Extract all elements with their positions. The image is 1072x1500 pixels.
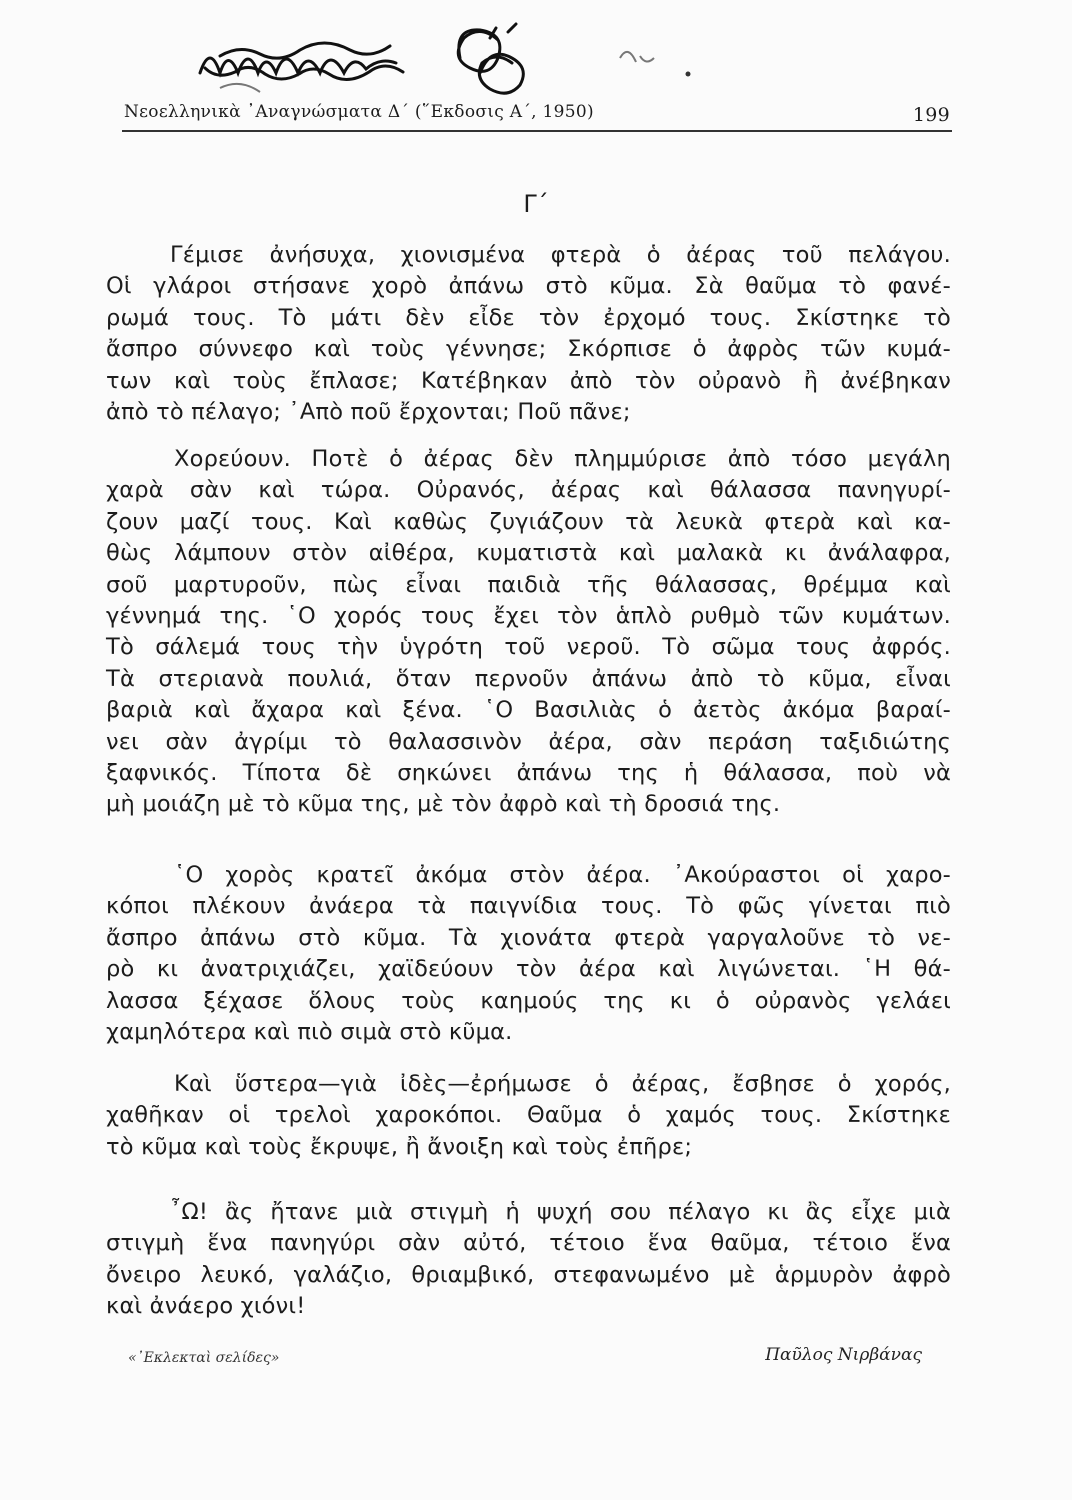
text-line: μὴ μοιάζη μὲ τὸ κῦμα της, μὲ τὸν ἀφρὸ καὶ τὴ δροσιά της. xyxy=(106,791,781,818)
text-line: στιγμὴ ἕνα πανηγύρι σὰν αὐτό, τέτοιο ἕνα θαῦμα, τέτοιο ἕνα xyxy=(106,1230,951,1257)
text-line: των καὶ τοὺς ἔπλασε; Κατέβηκαν ἀπὸ τὸν οὐρανὸ ἢ ἀνέβηκαν xyxy=(106,367,951,394)
text-line: τὸ κῦμα καὶ τοὺς ἔκρυψε, ἢ ἄνοιξη καὶ τοὺς ἐπῆρε; xyxy=(106,1133,693,1160)
author-name: Παῦλος Νιρβάνας xyxy=(765,1345,922,1365)
text-line: ἄσπρο σύννεφο καὶ τοὺς γέννησε; Σκόρπισε ὁ ἀφρὸς τῶν κυμά- xyxy=(106,336,951,363)
text-line: ὄνειρο λευκό, γαλάζιο, θριαμβικό, στεφανωμένο μὲ ἁρμυρὸν ἀφρὸ xyxy=(106,1261,951,1288)
paragraph xyxy=(106,1069,951,1163)
text-line: καὶ ἀνάερο χιόνι! xyxy=(106,1293,306,1320)
paragraph xyxy=(106,860,951,1048)
text-line: ἄσπρο ἀπάνω στὸ κῦμα. Τὰ χιονάτα φτερὰ γαργαλοῦνε τὸ νε- xyxy=(106,924,951,951)
text-line: νει σὰν ἀγρίμι τὸ θαλασσινὸν ἀέρα, σὰν περάση ταξιδιώτης xyxy=(106,728,951,755)
text-line: Χορεύουν. Ποτὲ ὁ ἀέρας δὲν πλημμύρισε ἀπὸ τόσο μεγάλη xyxy=(174,446,951,472)
text-line: χαρὰ σὰν καὶ τώρα. Οὐρανός, ἀέρας καὶ θάλασσα πανηγυρί- xyxy=(106,477,951,504)
text-line: γέννημά της. ῾Ο χορός τους ἔχει τὸν ἁπλὸ ρυθμὸ τῶν κυμάτων. xyxy=(106,602,951,629)
text-line: λασσα ξέχασε ὅλους τοὺς καημούς της κι ὁ οὐρανὸς γελάει xyxy=(106,987,951,1014)
text-line: ζουν μαζί τους. Καὶ καθὼς ζυγιάζουν τὰ λευκὰ φτερὰ καὶ κα- xyxy=(106,508,951,535)
text-line: Οἱ γλάροι στήσανε χορὸ ἀπάνω στὸ κῦμα. Σὰ θαῦμα τὸ φανέ- xyxy=(106,273,951,300)
text-line: χαμηλότερα καὶ πιὸ σιμὰ στὸ κῦμα. xyxy=(106,1018,513,1045)
text-line: ρὸ κι ἀνατριχιάζει, χαϊδεύουν τὸν ἀέρα καὶ λιγώνεται. ῾Η θά- xyxy=(106,956,951,983)
page-number: 199 xyxy=(912,104,950,126)
paragraph xyxy=(106,240,951,428)
text-line: Τὸ σάλεμά τους τὴν ὑγρότη τοῦ νεροῦ. Τὸ σῶμα τους ἀφρός. xyxy=(106,634,951,661)
text-line: Καὶ ὕστερα—γιὰ ἰδὲς—ἐρήμωσε ὁ ἀέρας, ἔσβησε ὁ χορός, xyxy=(174,1071,951,1097)
running-header xyxy=(122,100,952,132)
text-line: σοῦ μαρτυροῦν, πὼς εἶναι παιδιὰ τῆς θάλασσας, θρέμμα καὶ xyxy=(106,571,951,598)
text-line: Γέμισε ἀνήσυχα, χιονισμένα φτερὰ ὁ ἀέρας τοῦ πελάγου. xyxy=(170,242,951,268)
text-line: βαριὰ καὶ ἄχαρα καὶ ξένα. ῾Ο Βασιλιὰς ὁ ἀετὸς ἀκόμα βαραί- xyxy=(106,697,951,724)
paragraph xyxy=(106,1197,951,1323)
text-line: ῾Ο χορὸς κρατεῖ ἀκόμα στὸν ἀέρα. ᾿Ακούραστοι οἱ χαρο- xyxy=(174,862,951,888)
paragraph xyxy=(106,444,951,821)
text-line: θὼς λάμπουν στὸν αἰθέρα, κυματιστὰ καὶ μαλακὰ κι ἀνάλαφρα, xyxy=(106,540,951,567)
text-line: χαθῆκαν οἱ τρελοὶ χαροκόποι. Θαῦμα ὁ χαμός τους. Σκίστηκε xyxy=(106,1102,951,1129)
handwritten-scribble xyxy=(160,18,700,98)
text-line: ξαφνικός. Τίποτα δὲ σηκώνει ἀπάνω της ἡ θάλασσα, ποὺ νὰ xyxy=(106,759,951,786)
section-mark: Γ΄ xyxy=(523,190,549,218)
text-line: ἀπὸ τὸ πέλαγο; ᾿Απὸ ποῦ ἔρχονται; Ποῦ πᾶνε; xyxy=(106,398,631,425)
text-line: ρωμά τους. Τὸ μάτι δὲν εἶδε τὸν ἐρχομό τους. Σκίστηκε τὸ xyxy=(106,304,951,331)
text-line: κόποι πλέκουν ἀνάερα τὰ παιγνίδια τους. Τὸ φῶς γίνεται πιὸ xyxy=(106,893,951,920)
text-line: Τὰ στεριανὰ πουλιά, ὅταν περνοῦν ἀπάνω ἀπὸ τὸ κῦμα, εἶναι xyxy=(106,665,951,692)
running-title: Νεοελληνικὰ ᾿Αναγνώσματα Δ΄ (῞Εκδοσις Α΄, 1950) xyxy=(124,102,594,122)
text-line: ῏Ω! ἂς ἤτανε μιὰ στιγμὴ ἡ ψυχή σου πέλαγο κι ἂς εἶχε μιὰ xyxy=(170,1199,951,1225)
source-citation: «᾿Εκλεκταὶ σελίδες» xyxy=(128,1350,280,1366)
